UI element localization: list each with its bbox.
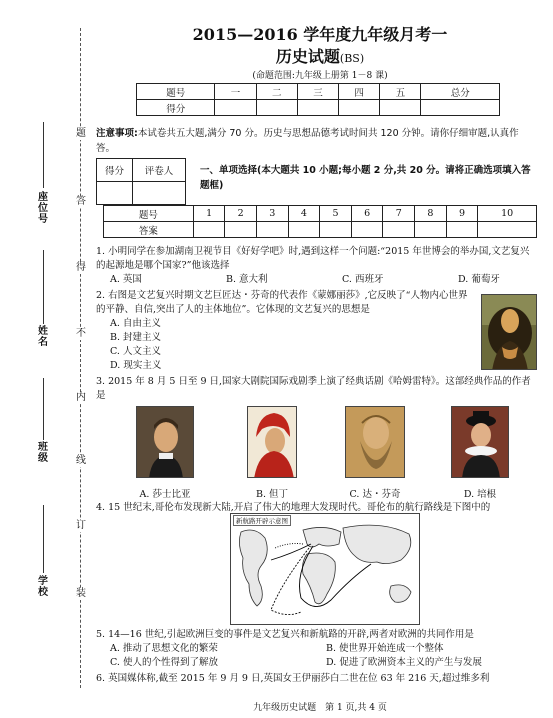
answer-table-cell: 10 <box>478 206 537 222</box>
question-3-stem: 3. 2015 年 8 月 5 日至 9 日,国家大剧院国际戏剧季上演了经典话剧《哈姆雷特》。这部经典作品的作者是 <box>96 376 531 401</box>
question-5-option-b[interactable]: B. 使世界开始连成一个整体 <box>326 643 444 654</box>
answer-input-cell[interactable] <box>415 222 447 238</box>
score-input-cell[interactable] <box>256 100 297 116</box>
score-table-cell: 四 <box>339 84 380 100</box>
question-1-option-c[interactable]: C. 西班牙 <box>342 274 384 285</box>
score-table-cell: 三 <box>297 84 338 100</box>
score-table-score-row <box>137 100 500 116</box>
answer-table-cell: 题号 <box>104 206 194 222</box>
answer-table-cell: 9 <box>446 206 478 222</box>
exam-notice <box>96 126 536 156</box>
question-2-option-d[interactable]: D. 现实主义 <box>110 360 162 371</box>
margin-word: 得 <box>76 262 86 273</box>
answer-input-cell[interactable] <box>478 222 537 238</box>
answer-table-cell: 6 <box>351 206 383 222</box>
margin-word: 订 <box>76 520 86 531</box>
class-label: 班级 <box>38 442 48 464</box>
answer-table-cell: 8 <box>415 206 447 222</box>
answer-input-cell[interactable] <box>320 222 352 238</box>
seat-number-blank[interactable] <box>43 122 44 188</box>
school-blank[interactable] <box>43 505 44 573</box>
school-label: 学校 <box>38 576 48 598</box>
question-1-option-a[interactable]: A. 英国 <box>110 274 142 285</box>
margin-word: 题 <box>76 128 86 139</box>
bacon-portrait <box>451 406 509 478</box>
answer-table-cell: 4 <box>288 206 320 222</box>
question-3-option-a[interactable]: A. 莎士比亚 <box>139 489 191 500</box>
score-table-header-row <box>137 84 500 100</box>
score-input-cell[interactable] <box>339 100 380 116</box>
answer-table-cell: 2 <box>225 206 257 222</box>
question-5-option-a[interactable]: A. 推动了思想文化的繁荣 <box>110 643 218 654</box>
exam-subtitle <box>100 44 540 67</box>
question-2-option-a[interactable]: A. 自由主义 <box>110 318 161 329</box>
exam-scope: (命题范围:九年级上册第 1－8 课) <box>252 71 388 81</box>
name-blank[interactable] <box>43 250 44 324</box>
class-blank[interactable] <box>43 378 44 440</box>
notice-text: 本试卷共五大题,满分 70 分。历史与思想品德考试时间共 120 分钟。请你仔细审题,认真作答。 <box>96 128 519 154</box>
score-table-cell: 题号 <box>137 84 215 100</box>
score-input-cell[interactable] <box>380 100 421 116</box>
score-input-cell[interactable] <box>421 100 500 116</box>
question-2-option-c[interactable]: C. 人文主义 <box>110 346 161 357</box>
grader-name-cell[interactable] <box>132 182 185 205</box>
dante-portrait <box>247 406 297 478</box>
question-1-stem: 1. 小明同学在参加湖南卫视节目《好好学吧》时,遇到这样一个问题:“2015 年世博会的举办国,文艺复兴的起源地是哪个国家?”他该选择 <box>96 246 530 271</box>
seat-number-label: 座位号 <box>38 192 48 225</box>
question-2-option-b[interactable]: B. 封建主义 <box>110 332 162 343</box>
score-table <box>136 83 500 116</box>
answer-input-cell[interactable] <box>225 222 257 238</box>
score-table-cell: 一 <box>215 84 256 100</box>
answer-table-cell: 3 <box>257 206 289 222</box>
score-table-cell: 二 <box>256 84 297 100</box>
question-5-option-d[interactable]: D. 促进了欧洲资本主义的产生与发展 <box>326 657 482 668</box>
answer-input-cell[interactable] <box>288 222 320 238</box>
notice-prefix: 注意事项: <box>96 128 138 139</box>
margin-word: 线 <box>76 455 86 466</box>
question-6-stem: 6. 英国媒体称,截至 2015 年 9 月 9 日,英国女王伊丽莎白二世在位 63 年 216 天,超过维多利 <box>96 673 490 684</box>
question-4-stem: 4. 15 世纪末,哥伦布发现新大陆,开启了伟大的地理大发现时代。哥伦布的航行路线是下图中的 <box>96 502 491 513</box>
question-1-option-d[interactable]: D. 葡萄牙 <box>458 274 500 285</box>
margin-word: 答 <box>76 196 86 207</box>
score-input-cell[interactable] <box>215 100 256 116</box>
mona-lisa-image <box>481 294 537 370</box>
grader-score-cell[interactable] <box>97 182 133 205</box>
answer-table-cell: 答案 <box>104 222 194 238</box>
score-table-cell: 五 <box>380 84 421 100</box>
answer-table-cell: 5 <box>320 206 352 222</box>
answer-table-cell: 1 <box>193 206 225 222</box>
answer-input-cell[interactable] <box>446 222 478 238</box>
score-table-cell: 总分 <box>421 84 500 100</box>
shakespeare-portrait <box>136 406 194 478</box>
margin-word: 装 <box>76 588 86 599</box>
question-2-stem: 2. 右图是文艺复兴时期文艺巨匠达・芬奇的代表作《蒙娜丽莎》,它反映了“人物内心世界的平静、自信,突出了人的主体地位”。它体现的文艺复兴的思想是 <box>96 290 468 315</box>
question-3-option-d[interactable]: D. 培根 <box>463 489 497 500</box>
score-input-cell[interactable] <box>297 100 338 116</box>
answer-input-cell[interactable] <box>383 222 415 238</box>
page-footer: 九年级历史试题 第 1 页,共 4 页 <box>253 703 387 713</box>
name-label: 姓名 <box>38 326 48 348</box>
answer-input-cell[interactable] <box>193 222 225 238</box>
question-1-option-b[interactable]: B. 意大利 <box>226 274 268 285</box>
question-3-option-b[interactable]: B. 但丁 <box>255 489 289 500</box>
grader-table <box>96 158 186 205</box>
answer-table-cell: 7 <box>383 206 415 222</box>
score-table-cell: 得分 <box>137 100 215 116</box>
section-one-heading: 一、单项选择(本大题共 10 小题;每小题 2 分,共 20 分。请将正确选项填入答题框) <box>200 165 531 191</box>
question-5-option-c[interactable]: C. 使人的个性得到了解放 <box>110 657 218 668</box>
grader-name-label: 评卷人 <box>132 159 185 182</box>
answer-input-cell[interactable] <box>351 222 383 238</box>
subject-title: 历史试题 <box>275 47 340 66</box>
answer-table-header-row <box>104 206 537 222</box>
exam-title: 2015—2016 学年度九年级月考一 <box>192 25 448 44</box>
margin-word: 内 <box>76 392 86 403</box>
margin-word: 不 <box>76 328 86 339</box>
answer-table-answer-row <box>104 222 537 238</box>
question-5-stem: 5. 14—16 世纪,引起欧洲巨变的事件是文艺复兴和新航路的开辟,两者对欧洲的共同作用是 <box>96 629 474 640</box>
edition-suffix: (BS) <box>339 52 365 65</box>
answer-input-cell[interactable] <box>257 222 289 238</box>
da-vinci-portrait <box>345 406 405 478</box>
map-title: 新航路开辟示意图 <box>233 515 291 526</box>
answer-table <box>103 205 537 238</box>
new-route-map <box>230 513 420 625</box>
question-3-option-c[interactable]: C. 达・芬奇 <box>349 489 401 500</box>
grader-score-label: 得分 <box>97 159 133 182</box>
